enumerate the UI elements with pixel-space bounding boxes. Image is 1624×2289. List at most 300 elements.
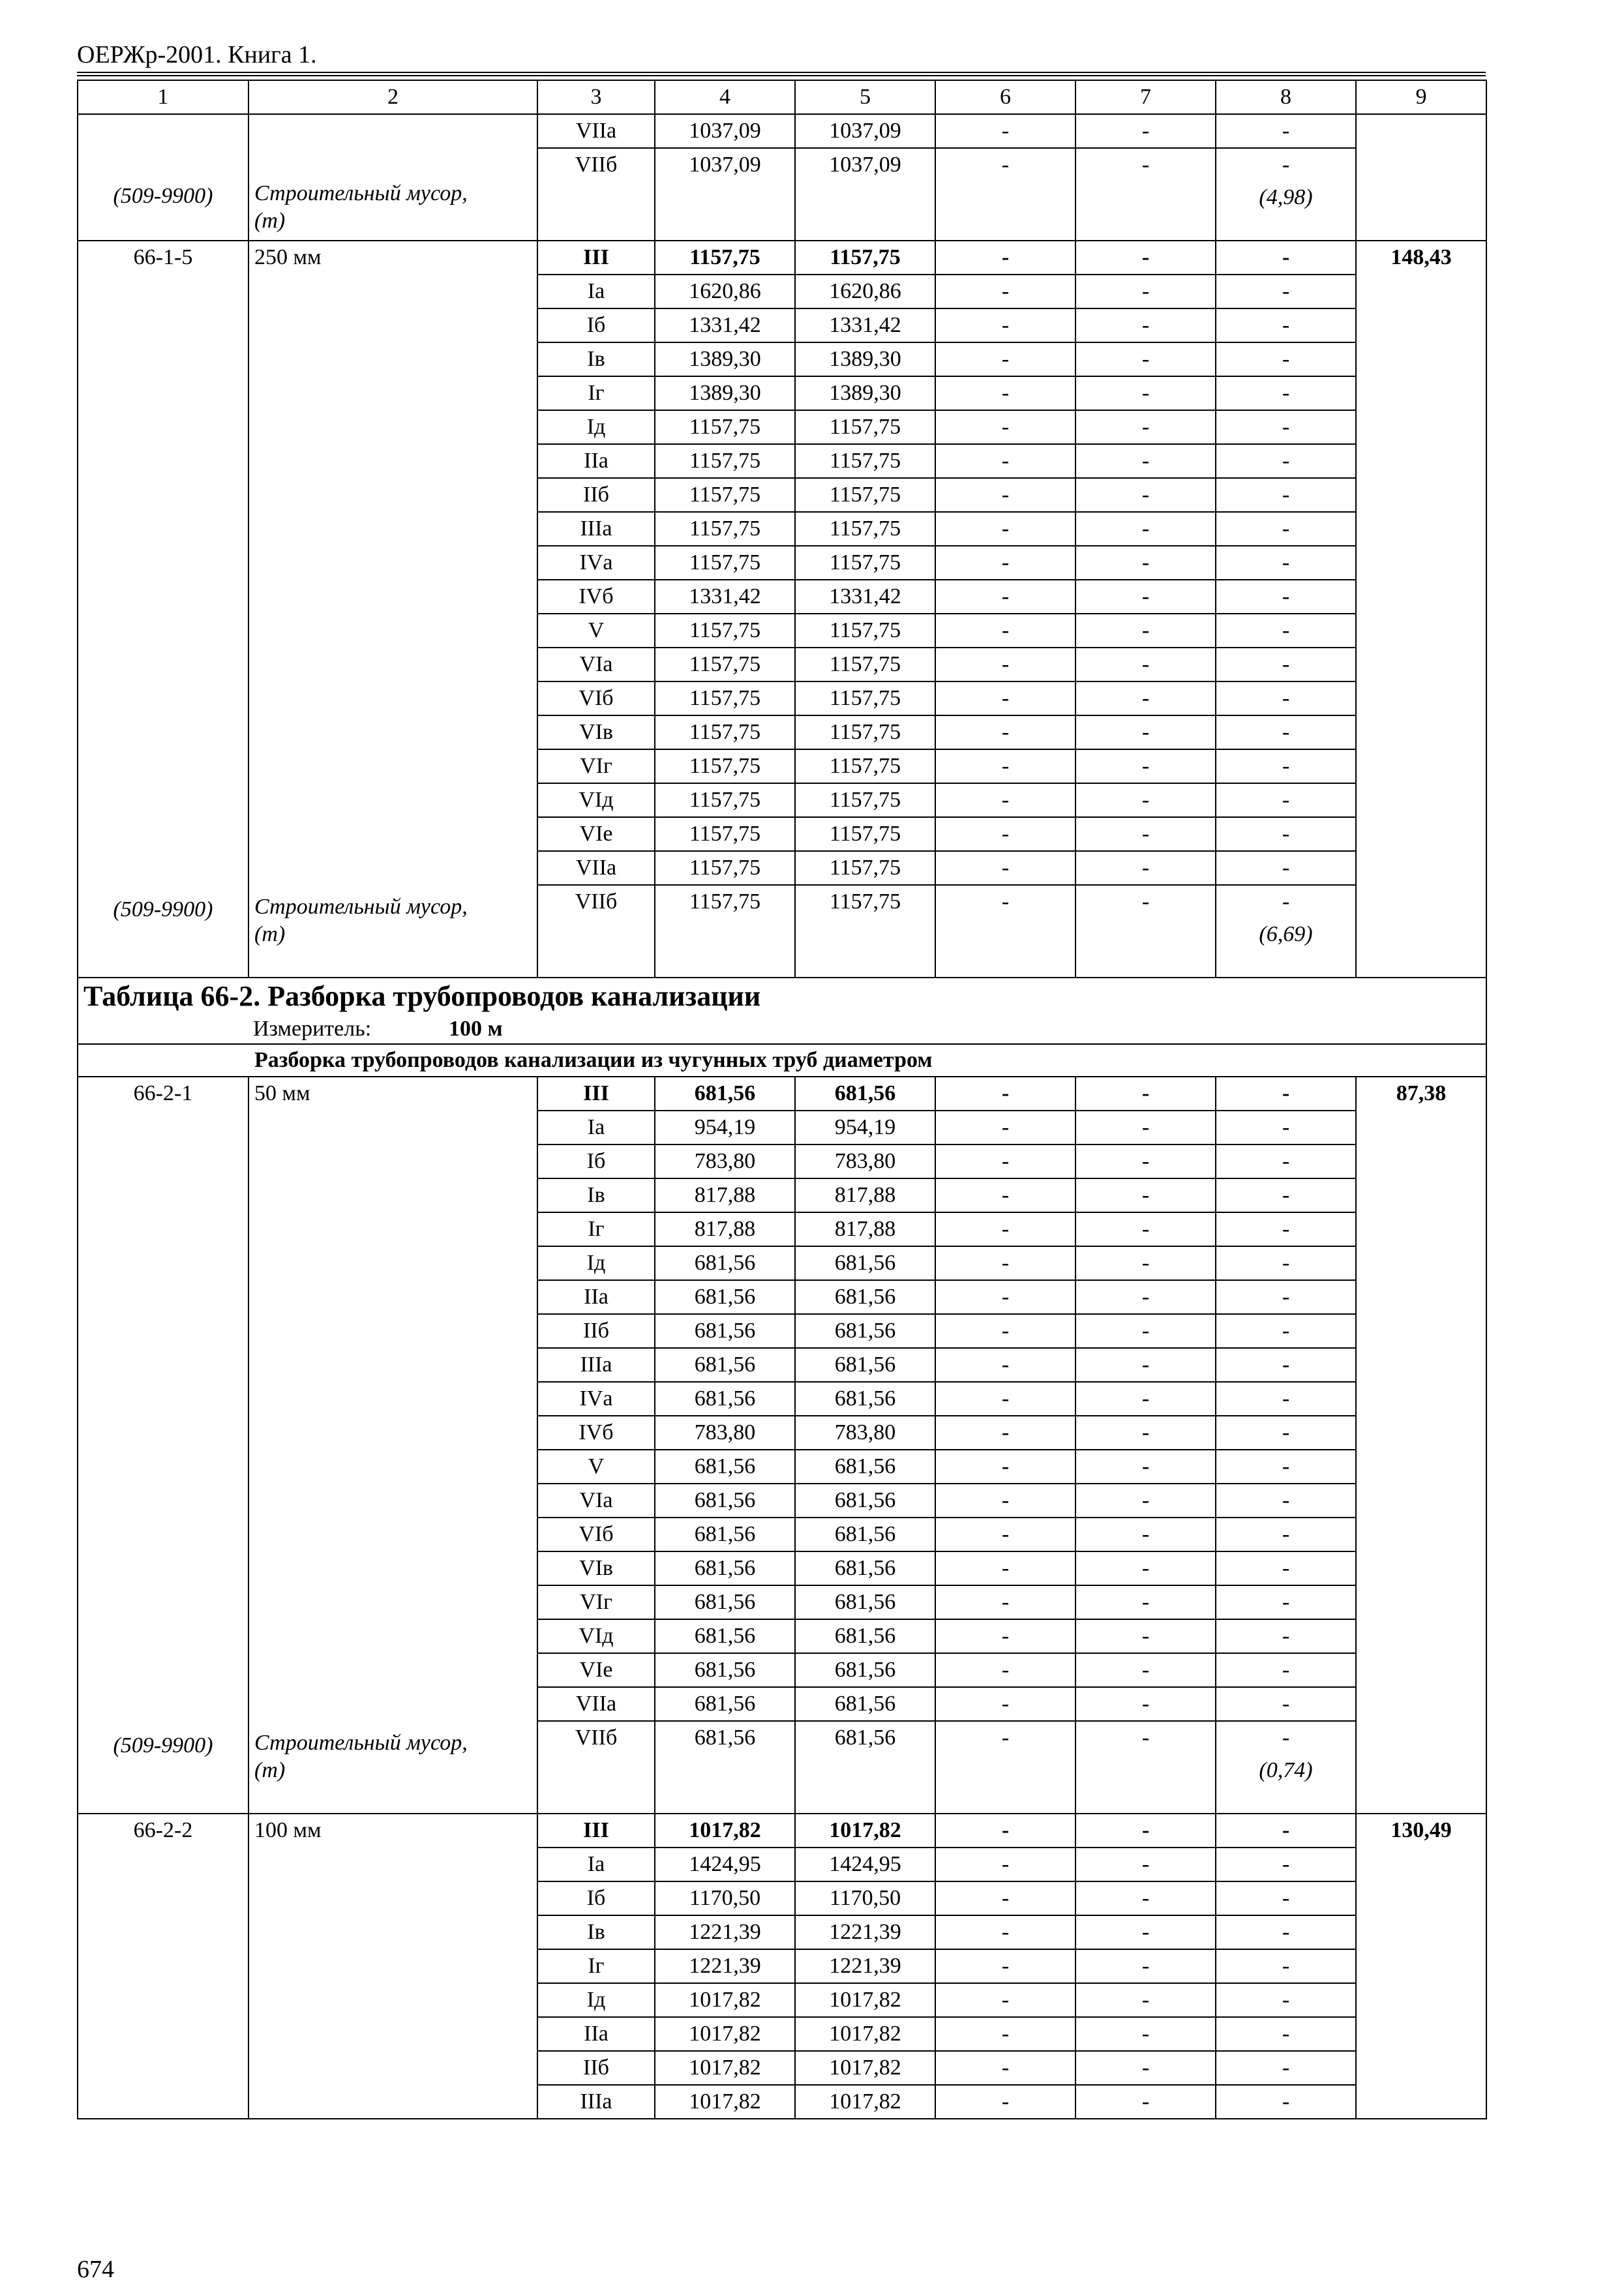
norm-code-cell [78,1077,248,1814]
cell-col-3: VIд [537,783,655,817]
cell-col-6: - [935,1653,1075,1687]
cell-col-4: 681,56 [655,1619,795,1653]
cell-col-6: - [935,1551,1075,1585]
waste-cell-col-5 [795,918,935,978]
cell-col-6: - [935,817,1075,851]
cell-col-6: - [935,783,1075,817]
cell-col-4: 681,56 [655,1653,795,1687]
table-row [78,1814,1486,1848]
cell-col-6: - [935,308,1075,342]
cell-col-8: - [1216,885,1356,918]
cell-col-3: Iв [537,1178,655,1212]
cell-col-8: - [1216,1382,1356,1416]
cell-col-3: Iг [537,1949,655,1983]
cell-col-4: 681,56 [655,1382,795,1416]
cell-col-6: - [935,444,1075,478]
cell-col-5: 1157,75 [795,512,935,546]
cell-col-3: IVа [537,1382,655,1416]
cell-col-3: VIIа [537,1687,655,1721]
cell-col-3: VIв [537,1551,655,1585]
cell-col-5: 681,56 [795,1077,935,1111]
cell-col-7: - [1075,1518,1216,1551]
cell-col-8: - [1216,1280,1356,1314]
cell-col-7: - [1075,1721,1216,1754]
column-numbers-row [78,80,1486,114]
cell-col-4: 1157,75 [655,715,795,749]
cell-col-4: 681,56 [655,1551,795,1585]
cell-col-5: 783,80 [795,1144,935,1178]
total-value: 130,49 [1391,1818,1452,1842]
waste-cell-col-8 [1216,181,1356,241]
spacer [254,115,532,180]
waste-cell-col-5 [795,1754,935,1814]
cell-col-8: - [1216,2017,1356,2051]
cell-col-7: - [1075,681,1216,715]
cell-col-3: Iв [537,342,655,376]
col-num-2: 2 [248,80,537,114]
norm-code-cell [78,1814,248,2119]
norm-code-cell [78,241,248,978]
total-cell [1356,1814,1486,2119]
cell-col-6: - [935,1111,1075,1144]
cell-col-8: - [1216,1212,1356,1246]
cell-col-8: - [1216,1915,1356,1949]
cell-col-6: - [935,148,1075,181]
cell-col-8: - [1216,308,1356,342]
waste-name: Строительный мусор, [254,1731,468,1755]
header-rule [77,72,1486,73]
work-name-cell [248,1814,537,2119]
cell-col-8: - [1216,1178,1356,1212]
waste-cell-col-6 [935,181,1075,241]
cell-col-3: VIIа [537,851,655,885]
cell-col-5: 681,56 [795,1687,935,1721]
cell-col-6: - [935,715,1075,749]
cell-col-3: Iг [537,1212,655,1246]
cell-col-7: - [1075,885,1216,918]
norm-code: 66-1-5 [133,245,193,269]
cell-col-6: - [935,114,1075,148]
waste-cell-col-3 [537,1754,655,1814]
cell-col-5: 1157,75 [795,783,935,817]
cell-col-4: 1157,75 [655,614,795,648]
cell-col-5: 1017,82 [795,1983,935,2017]
cell-col-5: 1331,42 [795,308,935,342]
cell-col-6: - [935,1585,1075,1619]
cell-col-6: - [935,1983,1075,2017]
work-name: 50 мм [254,1081,310,1105]
cell-col-3: VIа [537,1484,655,1518]
cell-col-6: - [935,1178,1075,1212]
cell-col-7: - [1075,2051,1216,2085]
cell-col-6: - [935,1212,1075,1246]
cell-col-8: - [1216,817,1356,851]
cell-col-8: - [1216,851,1356,885]
cell-col-3: III [537,241,655,275]
cell-col-3: Iа [537,275,655,308]
cell-col-4: 681,56 [655,1585,795,1619]
cell-col-7: - [1075,148,1216,181]
waste-code: (509-9900) [113,1733,213,1758]
cell-col-6: - [935,1915,1075,1949]
cell-col-6: - [935,1280,1075,1314]
waste-unit: (т) [254,209,286,233]
cell-col-5: 1620,86 [795,275,935,308]
cell-col-3: VIг [537,1585,655,1619]
cell-col-3: VIд [537,1619,655,1653]
cell-col-8: - [1216,681,1356,715]
cell-col-6: - [935,376,1075,410]
cell-col-6: - [935,342,1075,376]
cell-col-7: - [1075,1585,1216,1619]
cell-col-8: - [1216,715,1356,749]
cell-col-6: - [935,1721,1075,1754]
cell-col-3: IIа [537,2017,655,2051]
cell-col-5: 1157,75 [795,648,935,681]
col-num-7: 7 [1075,80,1216,114]
cell-col-6: - [935,614,1075,648]
cell-col-3: VIIб [537,1721,655,1754]
cell-col-3: IIб [537,478,655,512]
cell-col-3: IVб [537,1416,655,1450]
cell-col-7: - [1075,1178,1216,1212]
cell-col-8: - [1216,1246,1356,1280]
cell-col-3: Iв [537,1915,655,1949]
cell-col-6: - [935,580,1075,614]
cell-col-5: 681,56 [795,1348,935,1382]
cell-col-3: VIг [537,749,655,783]
cell-col-8: - [1216,410,1356,444]
cell-col-6: - [935,1416,1075,1450]
cell-col-7: - [1075,851,1216,885]
cell-col-3: Iд [537,1983,655,2017]
cell-col-4: 1037,09 [655,148,795,181]
cell-col-3: V [537,614,655,648]
cell-col-8: - [1216,241,1356,275]
cell-col-4: 1221,39 [655,1915,795,1949]
cell-col-3: V [537,1450,655,1484]
cell-col-4: 817,88 [655,1178,795,1212]
cell-col-7: - [1075,342,1216,376]
waste-cell-col-4 [655,918,795,978]
cell-col-5: 1221,39 [795,1915,935,1949]
cell-col-7: - [1075,1484,1216,1518]
cell-col-7: - [1075,2085,1216,2119]
cell-col-5: 1017,82 [795,2017,935,2051]
cell-col-8: - [1216,1551,1356,1585]
cell-col-6: - [935,749,1075,783]
cell-col-7: - [1075,715,1216,749]
cell-col-7: - [1075,1619,1216,1653]
cell-col-6: - [935,1619,1075,1653]
waste-unit: (т) [254,1758,286,1782]
cell-col-6: - [935,1314,1075,1348]
cell-col-5: 1331,42 [795,580,935,614]
total-cell [1356,241,1486,978]
cell-col-5: 1157,75 [795,715,935,749]
cell-col-7: - [1075,376,1216,410]
cell-col-5: 1017,82 [795,1814,935,1848]
cell-col-6: - [935,2051,1075,2085]
cell-col-8: - [1216,1721,1356,1754]
cell-col-6: - [935,1382,1075,1416]
cell-col-5: 1157,75 [795,851,935,885]
waste-cell-col-5 [795,181,935,241]
cell-col-5: 681,56 [795,1721,935,1754]
cell-col-5: 1157,75 [795,241,935,275]
cell-col-3: III [537,1077,655,1111]
cell-col-3: Iб [537,308,655,342]
cell-col-4: 1017,82 [655,1814,795,1848]
col-num-6: 6 [935,80,1075,114]
cell-col-3: VIе [537,1653,655,1687]
cell-col-8: - [1216,342,1356,376]
cell-col-5: 954,19 [795,1111,935,1144]
cell-col-6: - [935,275,1075,308]
section-title: Таблица 66-2. Разборка трубопроводов канализации [83,980,761,1012]
cell-col-7: - [1075,614,1216,648]
cell-col-8: - [1216,512,1356,546]
cell-col-5: 1157,75 [795,478,935,512]
cell-col-3: Iб [537,1144,655,1178]
waste-value: (4,98) [1259,185,1313,209]
cell-col-6: - [935,546,1075,580]
cell-col-6: - [935,1450,1075,1484]
cell-col-5: 1037,09 [795,148,935,181]
cell-col-6: - [935,1144,1075,1178]
cell-col-5: 1389,30 [795,376,935,410]
cell-col-8: - [1216,1949,1356,1983]
cell-col-8: - [1216,376,1356,410]
cell-col-8: - [1216,1077,1356,1111]
cell-col-3: IVб [537,580,655,614]
cell-col-5: 1157,75 [795,410,935,444]
cell-col-5: 817,88 [795,1178,935,1212]
cell-col-4: 1157,75 [655,851,795,885]
cell-col-7: - [1075,1814,1216,1848]
cell-col-3: Iб [537,1881,655,1915]
cell-col-4: 1157,75 [655,885,795,918]
cell-col-7: - [1075,512,1216,546]
cell-col-7: - [1075,308,1216,342]
cell-col-8: - [1216,648,1356,681]
cell-col-5: 1424,95 [795,1848,935,1881]
cell-col-7: - [1075,1687,1216,1721]
spacer [83,274,243,893]
cell-col-8: - [1216,478,1356,512]
cell-col-3: III [537,1814,655,1848]
cell-col-5: 1157,75 [795,885,935,918]
cell-col-6: - [935,512,1075,546]
cell-col-4: 681,56 [655,1246,795,1280]
cell-col-5: 817,88 [795,1212,935,1246]
cell-col-3: IIа [537,1280,655,1314]
cell-col-8: - [1216,1484,1356,1518]
total-value: 87,38 [1396,1081,1447,1105]
cell-col-3: VIе [537,817,655,851]
col-num-4: 4 [655,80,795,114]
cell-col-4: 1017,82 [655,2051,795,2085]
cell-col-3: IIIа [537,2085,655,2119]
cell-col-4: 783,80 [655,1416,795,1450]
cell-col-6: - [935,681,1075,715]
waste-cell-col-4 [655,181,795,241]
cell-col-8: - [1216,783,1356,817]
cell-col-4: 1157,75 [655,749,795,783]
cell-col-3: VIб [537,1518,655,1551]
cell-col-7: - [1075,648,1216,681]
waste-name: Строительный мусор, [254,181,468,205]
section-title-row [78,978,1486,1044]
cell-col-4: 1017,82 [655,2085,795,2119]
page-number: 674 [77,2256,114,2283]
cell-col-5: 1157,75 [795,546,935,580]
cell-col-4: 1157,75 [655,444,795,478]
cell-col-8: - [1216,1881,1356,1915]
cell-col-7: - [1075,1881,1216,1915]
col-num-5: 5 [795,80,935,114]
cell-col-5: 681,56 [795,1382,935,1416]
page-header: ОЕРЖр-2001. Книга 1. [77,41,317,68]
cell-col-7: - [1075,1246,1216,1280]
cell-col-8: - [1216,148,1356,181]
section-subtitle: Разборка трубопроводов канализации из чугунных труб диаметром [78,1044,1486,1077]
cell-col-7: - [1075,546,1216,580]
cell-col-4: 681,56 [655,1518,795,1551]
cell-col-3: VIб [537,681,655,715]
cell-col-6: - [935,2085,1075,2119]
cell-col-8: - [1216,444,1356,478]
cell-col-4: 1157,75 [655,410,795,444]
cell-col-4: 681,56 [655,1687,795,1721]
cell-col-5: 1157,75 [795,681,935,715]
cell-col-5: 1157,75 [795,614,935,648]
cell-col-8: - [1216,1983,1356,2017]
cell-col-8: - [1216,1585,1356,1619]
spacer [83,115,243,180]
cell-col-4: 1157,75 [655,817,795,851]
cell-col-8: - [1216,749,1356,783]
cell-col-5: 1037,09 [795,114,935,148]
cell-col-4: 1221,39 [655,1949,795,1983]
cell-col-3: VIIб [537,148,655,181]
cell-col-6: - [935,1077,1075,1111]
cell-col-6: - [935,2017,1075,2051]
cell-col-7: - [1075,241,1216,275]
cell-col-8: - [1216,1814,1356,1848]
cell-col-4: 1157,75 [655,478,795,512]
waste-name: Строительный мусор, [254,895,468,919]
cell-col-5: 1017,82 [795,2085,935,2119]
cell-col-8: - [1216,1348,1356,1382]
norm-code: 66-2-2 [133,1818,193,1842]
cell-col-4: 1389,30 [655,342,795,376]
cell-col-5: 681,56 [795,1653,935,1687]
cell-col-8: - [1216,1518,1356,1551]
cell-col-7: - [1075,1653,1216,1687]
col-num-8: 8 [1216,80,1356,114]
total-cell [1356,114,1486,241]
cell-col-7: - [1075,749,1216,783]
cell-col-4: 1157,75 [655,783,795,817]
cell-col-6: - [935,1348,1075,1382]
measure-line [83,1015,1481,1043]
norm-code: 66-2-1 [133,1081,193,1105]
waste-cell-col-7 [1075,181,1216,241]
cell-col-7: - [1075,1144,1216,1178]
waste-code: (509-9900) [113,184,213,208]
cell-col-4: 681,56 [655,1280,795,1314]
cell-col-5: 1157,75 [795,749,935,783]
cell-col-6: - [935,1246,1075,1280]
cell-col-3: VIв [537,715,655,749]
measure-label: Измеритель: [253,1017,372,1041]
cell-col-4: 1157,75 [655,512,795,546]
cell-col-3: IIIа [537,1348,655,1382]
cell-col-8: - [1216,114,1356,148]
cell-col-7: - [1075,114,1216,148]
cell-col-7: - [1075,580,1216,614]
cell-col-6: - [935,648,1075,681]
cell-col-3: IIб [537,2051,655,2085]
cell-col-5: 1170,50 [795,1881,935,1915]
cell-col-7: - [1075,410,1216,444]
cell-col-7: - [1075,275,1216,308]
cell-col-7: - [1075,2017,1216,2051]
cell-col-5: 783,80 [795,1416,935,1450]
cell-col-7: - [1075,783,1216,817]
cell-col-5: 681,56 [795,1484,935,1518]
cell-col-7: - [1075,1314,1216,1348]
header-rule-2 [77,75,1486,76]
cell-col-8: - [1216,614,1356,648]
cell-col-5: 681,56 [795,1551,935,1585]
cell-col-4: 954,19 [655,1111,795,1144]
measure-value: 100 м [449,1017,503,1041]
table-row [78,241,1486,275]
cell-col-6: - [935,1814,1075,1848]
cell-col-7: - [1075,1280,1216,1314]
cell-col-5: 681,56 [795,1518,935,1551]
col-num-1: 1 [78,80,248,114]
cell-col-7: - [1075,1348,1216,1382]
waste-cell-col-7 [1075,918,1216,978]
cell-col-4: 1017,82 [655,2017,795,2051]
cell-col-3: IIIа [537,512,655,546]
work-name: 100 мм [254,1818,322,1842]
cell-col-7: - [1075,1848,1216,1881]
cell-col-7: - [1075,444,1216,478]
cell-col-7: - [1075,1077,1216,1111]
cell-col-7: - [1075,1382,1216,1416]
cell-col-4: 681,56 [655,1721,795,1754]
waste-cell-col-7 [1075,1754,1216,1814]
cell-col-4: 681,56 [655,1450,795,1484]
waste-cell-col-6 [935,918,1075,978]
waste-value: (6,69) [1259,922,1313,946]
cell-col-5: 681,56 [795,1246,935,1280]
cell-col-8: - [1216,1653,1356,1687]
cell-col-3: Iд [537,410,655,444]
cell-col-6: - [935,1518,1075,1551]
cell-col-3: Iг [537,376,655,410]
cell-col-4: 817,88 [655,1212,795,1246]
cell-col-4: 1170,50 [655,1881,795,1915]
waste-cell-col-3 [537,918,655,978]
cell-col-5: 681,56 [795,1314,935,1348]
cell-col-4: 681,56 [655,1348,795,1382]
cell-col-6: - [935,885,1075,918]
